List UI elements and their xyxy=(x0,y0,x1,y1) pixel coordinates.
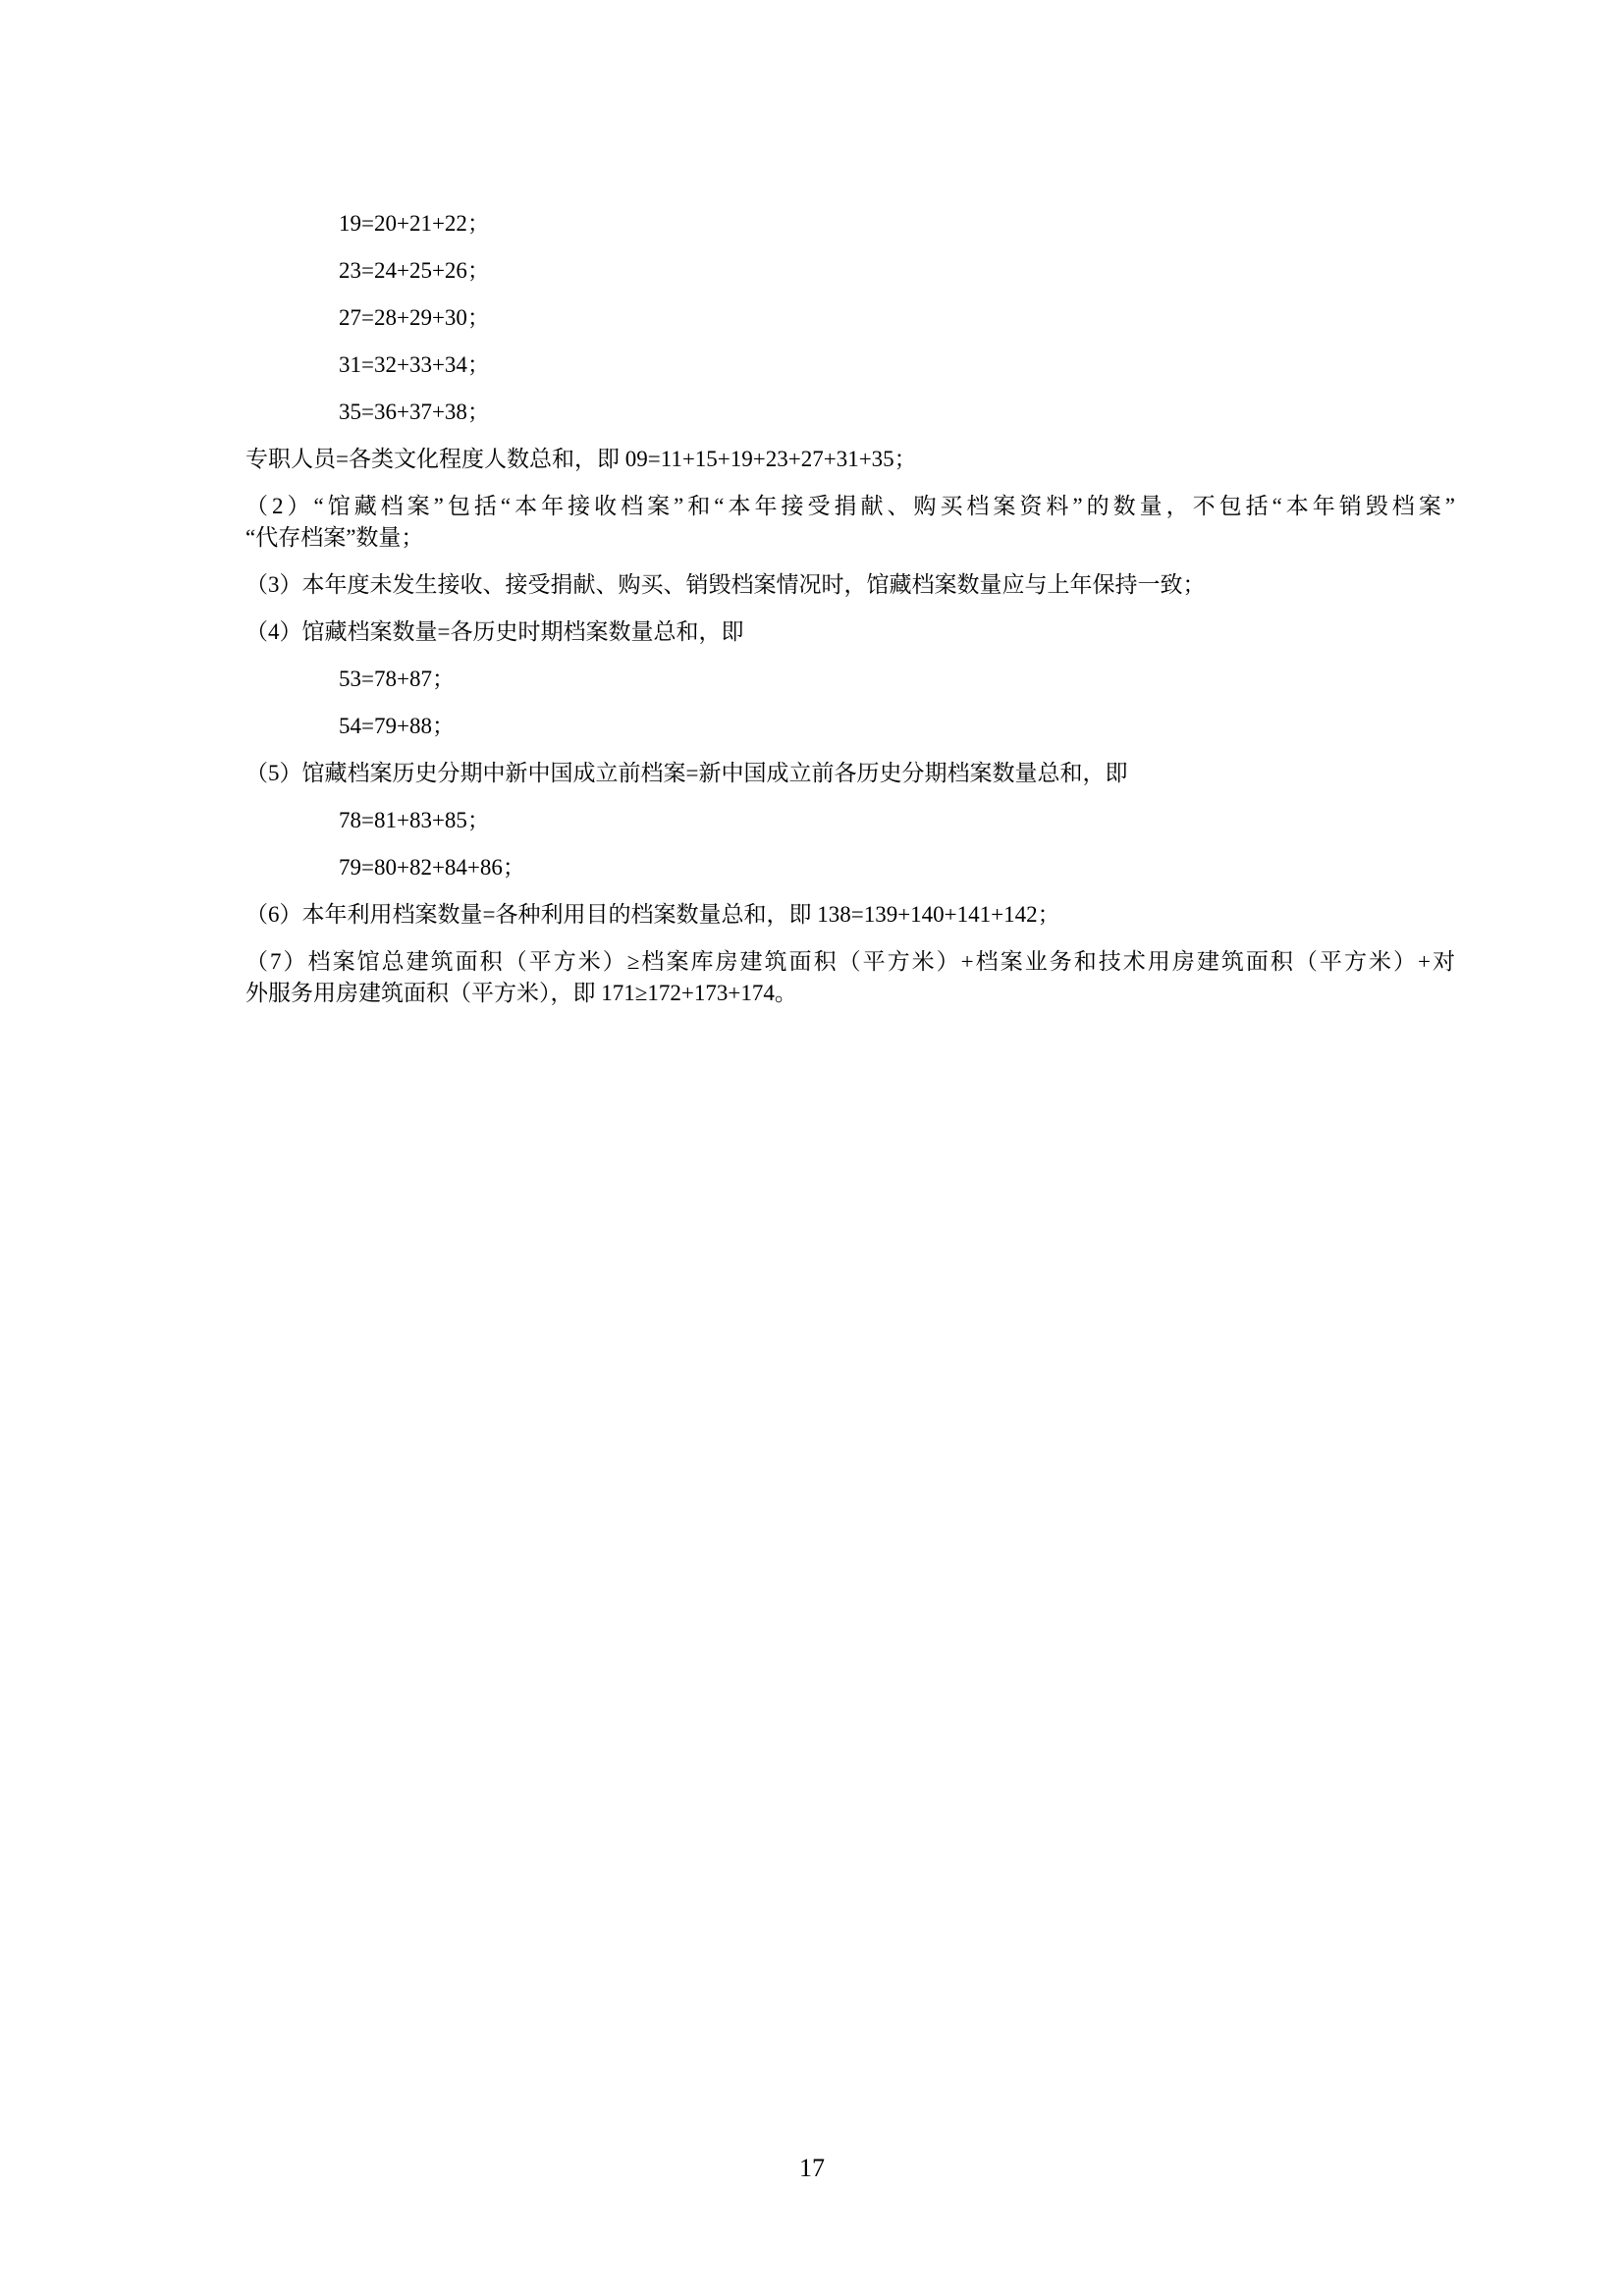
formula-line: 31=32+33+34； xyxy=(339,352,490,377)
paragraph-item-5: （5）馆藏档案历史分期中新中国成立前档案=新中国成立前各历史分期档案数量总和，即 xyxy=(245,761,1128,785)
paragraph-item-7 xyxy=(245,946,1455,1009)
formula-line: 27=28+29+30； xyxy=(339,305,490,330)
paragraph-item-3: （3）本年度未发生接收、接受捐献、购买、销毁档案情况时，馆藏档案数量应与上年保持一致； xyxy=(245,572,1206,597)
paragraph-item-2-line-2: “代存档案”数量； xyxy=(245,525,424,550)
paragraph-item-7-line-2: 外服务用房建筑面积（平方米），即 171≥172+173+174。 xyxy=(245,981,797,1005)
paragraph-item-7-line-1: （7）档案馆总建筑面积（平方米）≥档案库房建筑面积（平方米）+档案业务和技术用房建筑面积（平方米）+对 xyxy=(245,949,1455,974)
paragraph-item-4: （4）馆藏档案数量=各历史时期档案数量总和，即 xyxy=(245,619,744,644)
formula-line: 54=79+88； xyxy=(339,714,455,738)
formula-line: 23=24+25+26； xyxy=(339,258,490,283)
formula-line: 35=36+37+38； xyxy=(339,400,490,424)
paragraph-item-2-line-1: （2）“馆藏档案”包括“本年接收档案”和“本年接受捐献、购买档案资料”的数量，不包括“本年销毁档案” xyxy=(245,494,1455,518)
page-number: 17 xyxy=(799,2154,825,2182)
formula-line: 19=20+21+22； xyxy=(339,211,490,236)
formula-line: 79=80+82+84+86； xyxy=(339,855,525,880)
paragraph-item-2 xyxy=(245,491,1455,554)
paragraph-item-6: （6）本年利用档案数量=各种利用目的档案数量总和，即 138=139+140+141+142； xyxy=(245,902,1060,927)
formula-line: 78=81+83+85； xyxy=(339,808,490,832)
formula-line: 53=78+87； xyxy=(339,667,455,691)
document-body xyxy=(245,208,1455,1025)
paragraph-fulltime-staff: 专职人员=各类文化程度人数总和，即 09=11+15+19+23+27+31+35； xyxy=(245,447,917,471)
